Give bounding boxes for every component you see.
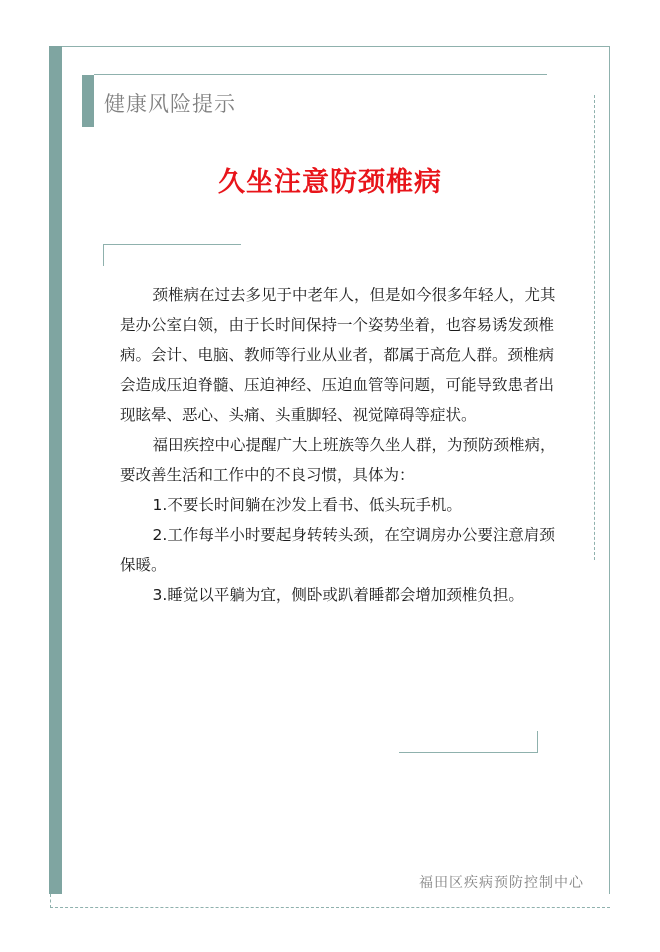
list-item: 2.工作每半小时要起身转转头颈，在空调房办公要注意肩颈保暖。 xyxy=(120,526,555,574)
left-dashed-line xyxy=(50,894,51,908)
bottom-dashed-line xyxy=(50,907,610,908)
footer-organization: 福田区疾病预防控制中心 xyxy=(419,875,584,891)
top-border-line xyxy=(62,46,610,47)
header-line xyxy=(94,74,547,75)
header-title: 健康风险提示 xyxy=(104,92,236,116)
paragraph: 颈椎病在过去多见于中老年人，但是如今很多年轻人，尤其是办公室白领，由于长时间保持一个姿势坐着，也容易诱发颈椎病。会计、电脑、教师等行业从业者，都属于高危人群。颈椎病会造成压迫脊髓、压迫神经、压迫血管等问题，可能导致患者出现眩晕、恶心、头痛、头重脚轻、视觉障碍等症状。 xyxy=(120,286,556,424)
list-item: 1.不要长时间躺在沙发上看书、低头玩手机。 xyxy=(152,496,462,514)
list-item: 3.睡觉以平躺为宜，侧卧或趴着睡都会增加颈椎负担。 xyxy=(152,586,524,604)
corner-bracket-bottom-right-vertical xyxy=(537,731,538,752)
article-body xyxy=(120,280,560,610)
corner-bracket-bottom-right xyxy=(399,752,538,753)
paragraph: 福田疾控中心提醒广大上班族等久坐人群，为预防颈椎病，要改善生活和工作中的不良习惯，具体为： xyxy=(120,436,556,484)
corner-bracket-top-left-vertical xyxy=(103,244,104,266)
header-accent-bar xyxy=(82,75,94,127)
article-title: 久坐注意防颈椎病 xyxy=(218,167,442,198)
corner-bracket-top-left xyxy=(103,244,241,245)
